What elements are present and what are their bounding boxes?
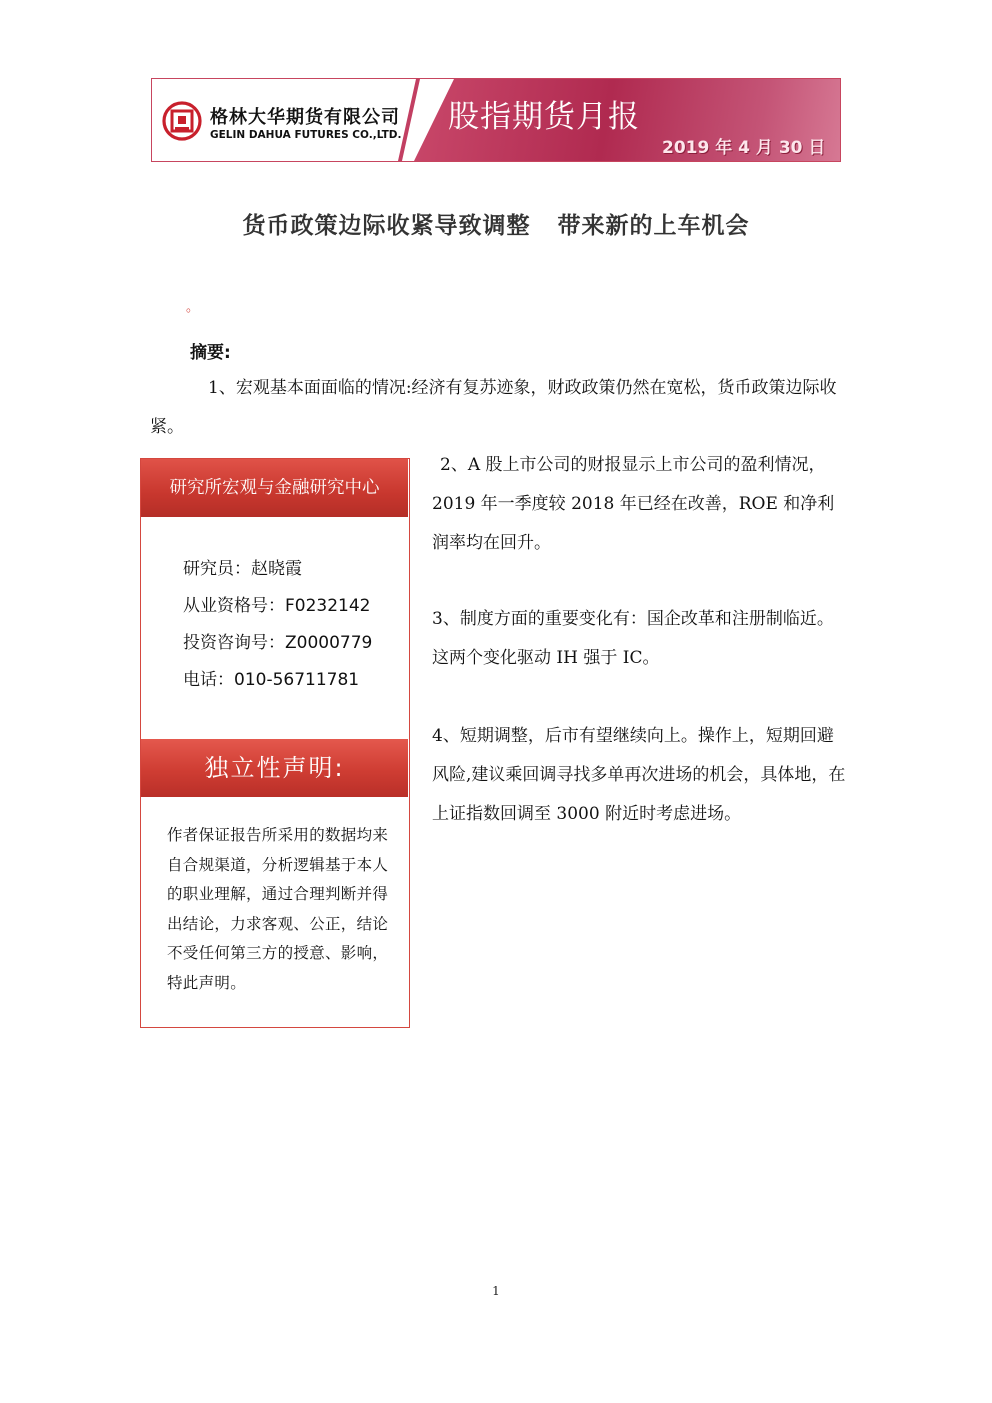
abstract-point-1: 1、宏观基本面面临的情况:经济有复苏迹象，财政政策仍然在宽松，货币政策边际收紧。 — [150, 378, 837, 437]
declaration-text: 作者保证报告所采用的数据均来自合规渠道，分析逻辑基于本人的职业理解，通过合理判断并得出结论，力求客观、公正，结论不受任何第三方的授意、影响，特此声明。 — [167, 826, 389, 992]
advisory-number: 投资咨询号：Z0000779 — [183, 633, 373, 653]
researcher-details — [183, 551, 372, 699]
company-logo-icon — [162, 101, 202, 141]
company-name-en: GELIN DAHUA FUTURES CO.,LTD. — [210, 129, 402, 141]
report-type-title: 股指期货月报 — [448, 99, 640, 135]
abstract-point-4: 4、短期调整，后市有望继续向上。操作上，短期回避风险,建议乘回调寻找多单再次进场的机会，具体地，在上证指数回调至 3000 附近时考虑进场。 — [432, 726, 846, 824]
phone-number: 电话：010-56711781 — [183, 670, 360, 690]
researcher-name: 研究员：赵晓霞 — [183, 559, 302, 579]
report-header-banner — [151, 78, 841, 162]
license-number: 从业资格号：F0232142 — [183, 596, 371, 616]
company-name-cn: 格林大华期货有限公司 — [210, 107, 400, 128]
report-date: 2019 年 4 月 30 日 — [662, 138, 826, 158]
abstract-label: 摘要: — [190, 343, 231, 363]
department-header: 研究所宏观与金融研究中心 — [141, 459, 408, 517]
abstract-point-3: 3、制度方面的重要变化有：国企改革和注册制临近。这两个变化驱动 IH 强于 IC。 — [432, 609, 834, 668]
declaration-header: 独立性声明: — [141, 739, 408, 797]
page-number: 1 — [492, 1284, 500, 1298]
red-mark: 。 — [186, 300, 200, 315]
article-title: 货币政策边际收紧导致调整 带来新的上车机会 — [242, 213, 750, 239]
researcher-info-box — [140, 458, 410, 1028]
abstract-point-2: 2、A 股上市公司的财报显示上市公司的盈利情况，2019 年一季度较 2018 年已经在改善，ROE 和净利润率均在回升。 — [432, 455, 835, 553]
